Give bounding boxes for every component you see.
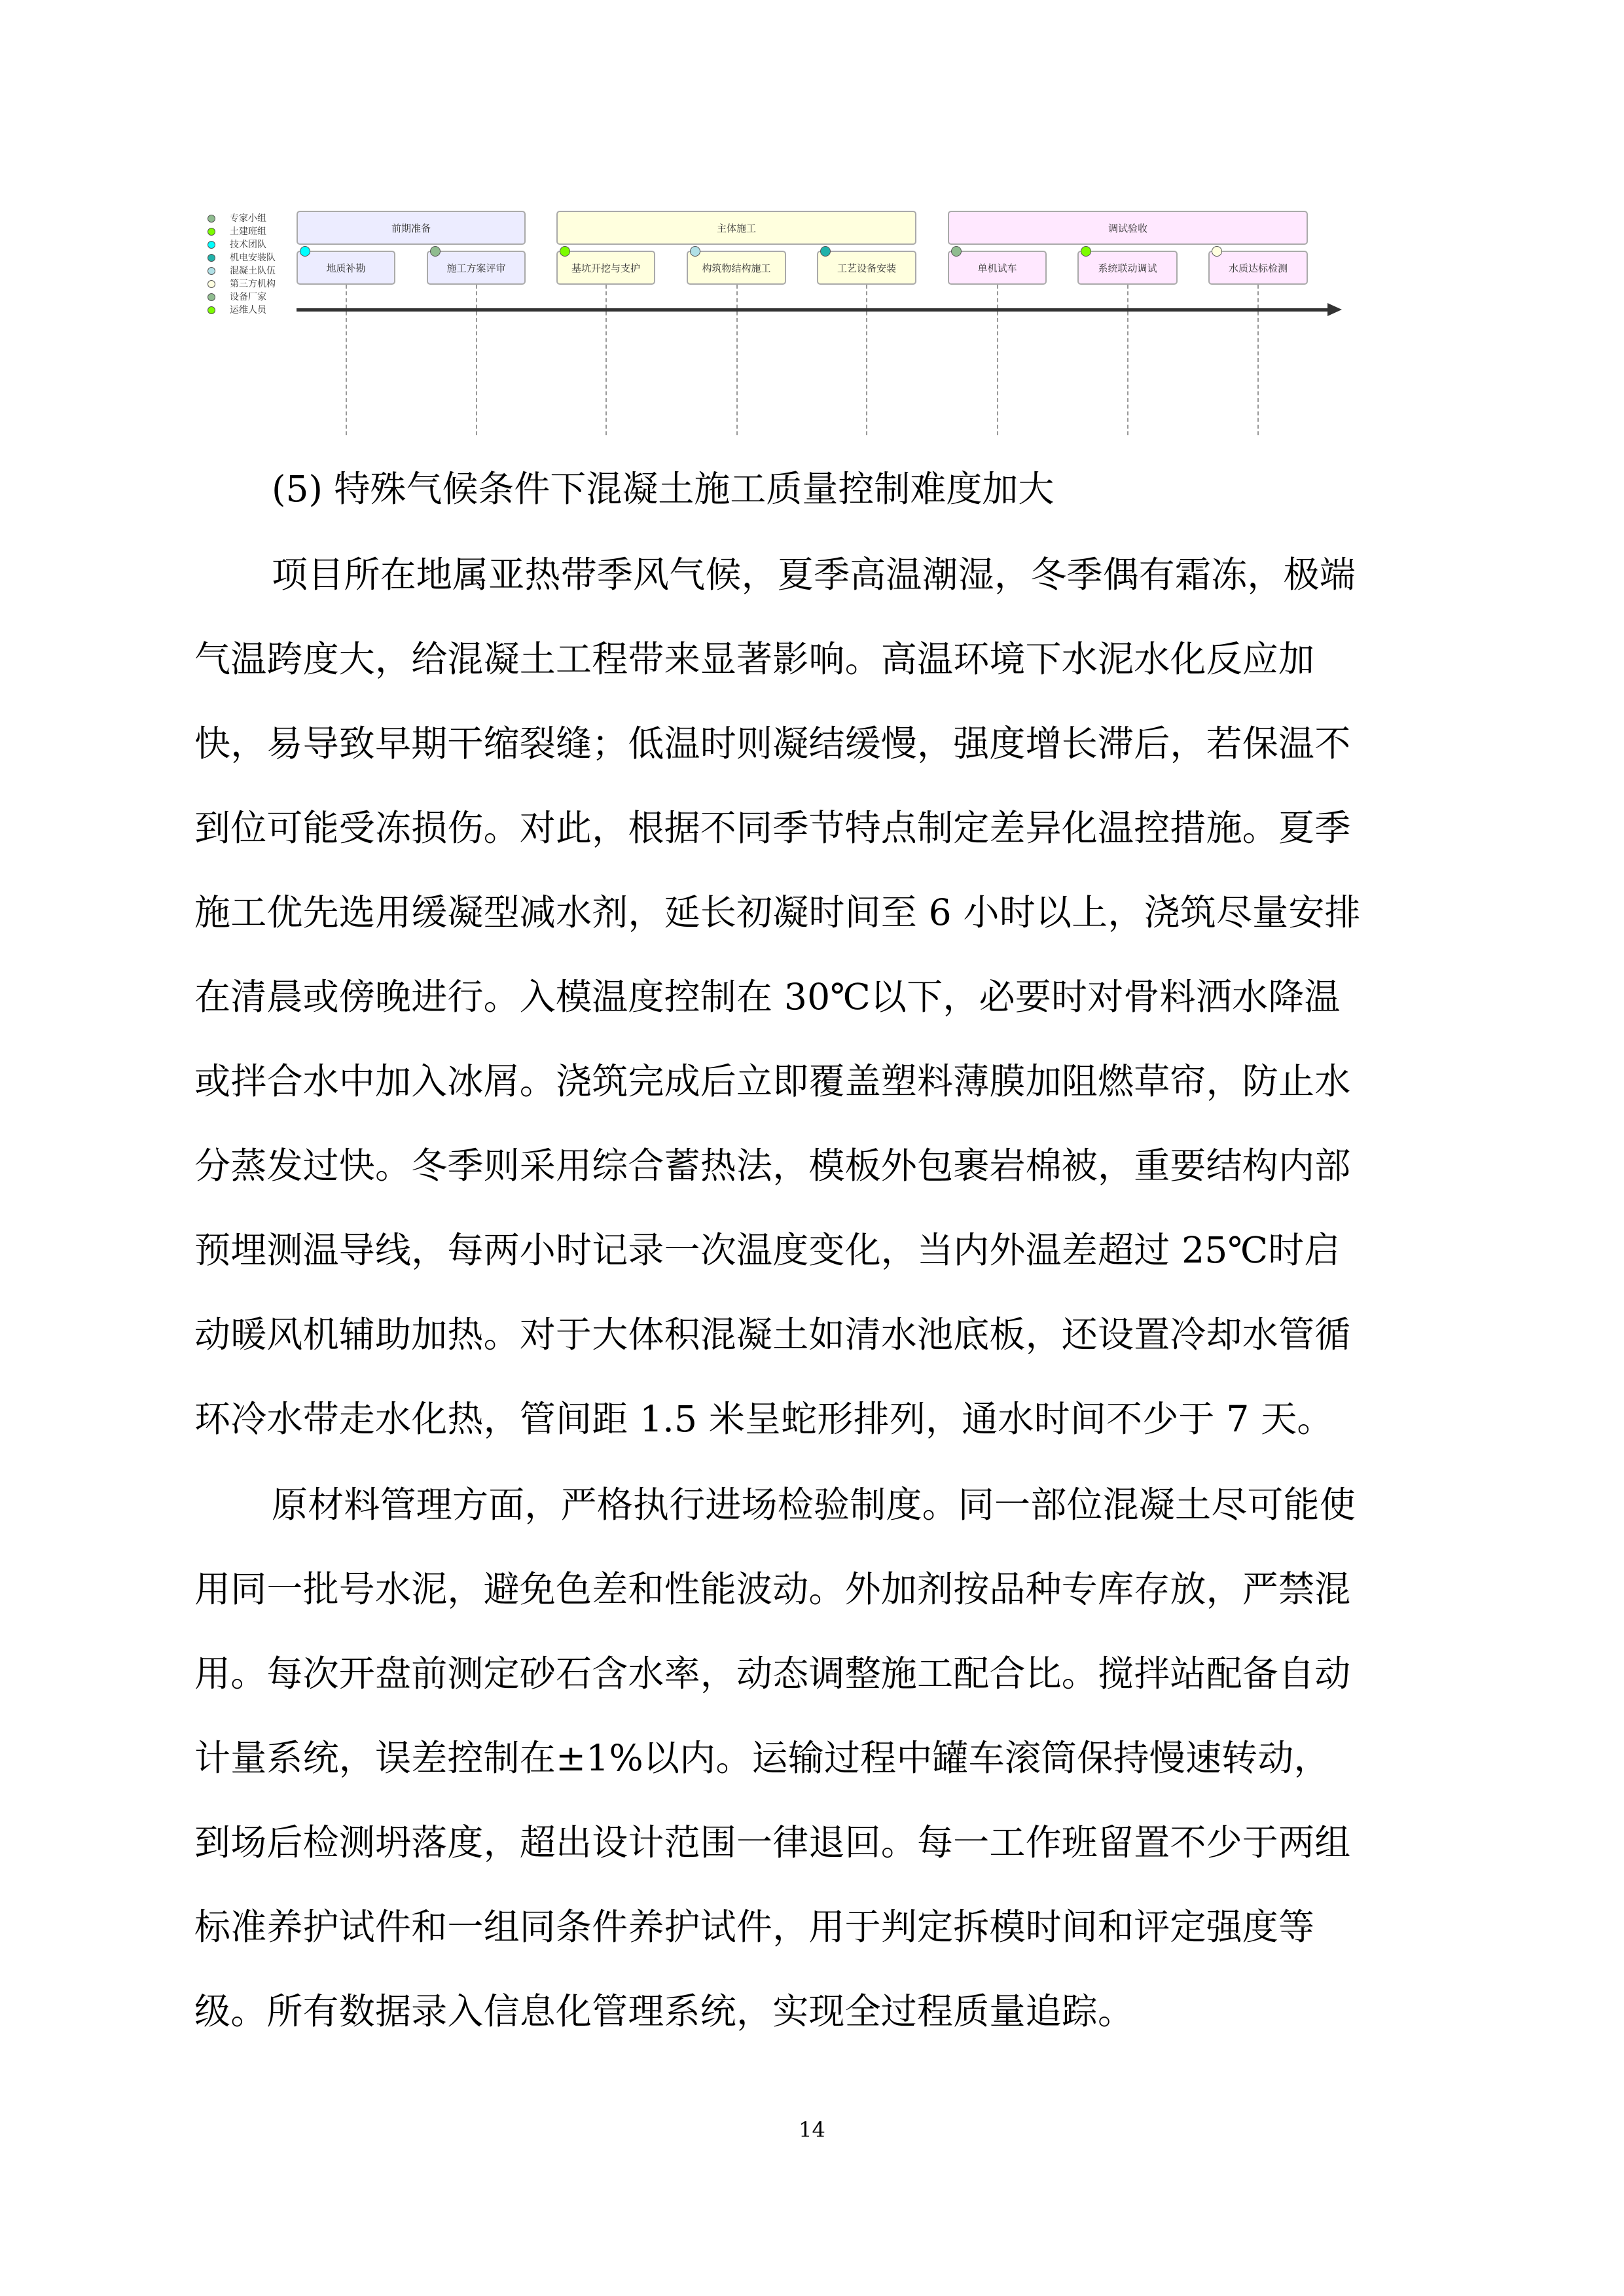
task-label: 工艺设备安装 xyxy=(837,262,896,274)
legend-item xyxy=(208,291,266,304)
task-label: 系统联动调试 xyxy=(1098,262,1157,274)
task-label: 单机试车 xyxy=(977,262,1017,274)
text-line: 在清晨或傍晚进行。入模温度控制在 30℃以下，必要时对骨料洒水降温 xyxy=(194,976,1341,1018)
legend-dot-icon xyxy=(208,254,215,262)
task-label: 水质达标检测 xyxy=(1228,262,1288,274)
legend-item xyxy=(208,304,266,317)
text-line: 气温跨度大，给混凝土工程带来显著影响。高温环境下水泥水化反应加 xyxy=(194,638,1315,680)
task-marker-icon xyxy=(1212,246,1222,257)
legend-label: 设备厂家 xyxy=(230,292,266,302)
milestone-dashed-line xyxy=(997,285,998,435)
legend-dot-icon xyxy=(208,241,215,249)
phase-label: 前期准备 xyxy=(391,222,431,234)
task-box xyxy=(1208,251,1308,285)
legend-label: 技术团队 xyxy=(230,240,266,250)
legend-item xyxy=(208,264,276,278)
construction-timeline-diagram xyxy=(0,0,1624,458)
text-line: 到位可能受冻损伤。对此，根据不同季节特点制定差异化温控措施。夏季 xyxy=(194,807,1351,849)
task-marker-icon xyxy=(1081,246,1091,257)
legend-dot-icon xyxy=(208,293,215,301)
arrow-right-icon xyxy=(1327,303,1342,316)
task-label: 基坑开挖与支护 xyxy=(571,262,640,274)
legend-dot-icon xyxy=(208,280,215,288)
milestone-dashed-line xyxy=(476,285,477,435)
section-heading: (5) 特殊气候条件下混凝土施工质量控制难度加大 xyxy=(272,468,1055,510)
task-label: 施工方案评审 xyxy=(446,262,506,274)
task-marker-icon xyxy=(690,246,700,257)
text-line: 分蒸发过快。冬季则采用综合蓄热法，模板外包裹岩棉被，重要结构内部 xyxy=(194,1145,1351,1187)
task-box xyxy=(427,251,526,285)
legend-dot-icon xyxy=(208,306,215,314)
phase-label: 主体施工 xyxy=(716,222,756,234)
milestone-dashed-line xyxy=(605,285,607,435)
milestone-dashed-line xyxy=(1127,285,1128,435)
text-line: 到场后检测坍落度，超出设计范围一律退回。每一工作班留置不少于两组 xyxy=(194,1821,1351,1863)
legend-item xyxy=(208,251,276,264)
legend-label: 机电安装队 xyxy=(230,253,276,263)
text-line: 标准养护试件和一组同条件养护试件，用于判定拆模时间和评定强度等 xyxy=(194,1906,1315,1948)
text-line: 或拌合水中加入冰屑。浇筑完成后立即覆盖塑料薄膜加阻燃草帘，防止水 xyxy=(194,1060,1351,1102)
legend-item xyxy=(208,238,266,251)
timeline-axis xyxy=(297,308,1331,312)
text-line: 施工优先选用缓凝型减水剂，延长初凝时间至 6 小时以上，浇筑尽量安排 xyxy=(194,891,1361,933)
text-line: 项目所在地属亚热带季风气候，夏季高温潮湿，冬季偶有霜冻，极端 xyxy=(272,554,1356,596)
task-marker-icon xyxy=(560,246,570,257)
legend-item xyxy=(208,225,266,238)
legend-dot-icon xyxy=(208,215,215,223)
text-line: 计量系统，误差控制在±1%以内。运输过程中罐车滚筒保持慢速转动， xyxy=(194,1737,1330,1779)
text-line: 用同一批号水泥，避免色差和性能波动。外加剂按品种专库存放，严禁混 xyxy=(194,1568,1351,1610)
text-line: 原材料管理方面，严格执行进场检验制度。同一部位混凝土尽可能使 xyxy=(272,1484,1356,1526)
milestone-dashed-line xyxy=(866,285,867,435)
legend-label: 专家小组 xyxy=(230,213,266,224)
text-line: 快，易导致早期干缩裂缝；低温时则凝结缓慢，强度增长滞后，若保温不 xyxy=(194,723,1351,764)
text-line: 动暖风机辅助加热。对于大体积混凝土如清水池底板，还设置冷却水管循 xyxy=(194,1314,1351,1355)
text-line: 级。所有数据录入信息化管理系统，实现全过程质量追踪。 xyxy=(194,1990,1134,2032)
legend-label: 混凝土队伍 xyxy=(230,266,276,276)
page-number: 14 xyxy=(799,2117,825,2142)
phase-box xyxy=(948,211,1308,245)
task-label: 地质补勘 xyxy=(326,262,366,274)
legend-label: 土建班组 xyxy=(230,226,266,237)
legend-label: 第三方机构 xyxy=(230,279,276,289)
task-box xyxy=(1077,251,1178,285)
task-box xyxy=(948,251,1047,285)
phase-box xyxy=(297,211,526,245)
text-line: 用。每次开盘前测定砂石含水率，动态调整施工配合比。搅拌站配备自动 xyxy=(194,1653,1351,1695)
legend-item xyxy=(208,278,276,291)
legend-dot-icon xyxy=(208,228,215,236)
task-box xyxy=(687,251,786,285)
milestone-dashed-line xyxy=(1257,285,1259,435)
milestone-dashed-line xyxy=(736,285,738,435)
task-marker-icon xyxy=(300,246,310,257)
legend-dot-icon xyxy=(208,267,215,275)
task-box xyxy=(556,251,655,285)
task-marker-icon xyxy=(430,246,441,257)
text-line: 预埋测温导线，每两小时记录一次温度变化，当内外温差超过 25℃时启 xyxy=(194,1229,1341,1271)
legend-label: 运维人员 xyxy=(230,305,266,315)
text-line: 环冷水带走水化热，管间距 1.5 米呈蛇形排列，通水时间不少于 7 天。 xyxy=(194,1398,1333,1440)
milestone-dashed-line xyxy=(346,285,347,435)
task-box xyxy=(297,251,395,285)
legend-item xyxy=(208,212,266,225)
phase-label: 调试验收 xyxy=(1108,222,1147,234)
phase-box xyxy=(556,211,916,245)
task-label: 构筑物结构施工 xyxy=(702,262,771,274)
task-box xyxy=(817,251,916,285)
task-marker-icon xyxy=(820,246,831,257)
task-marker-icon xyxy=(951,246,962,257)
